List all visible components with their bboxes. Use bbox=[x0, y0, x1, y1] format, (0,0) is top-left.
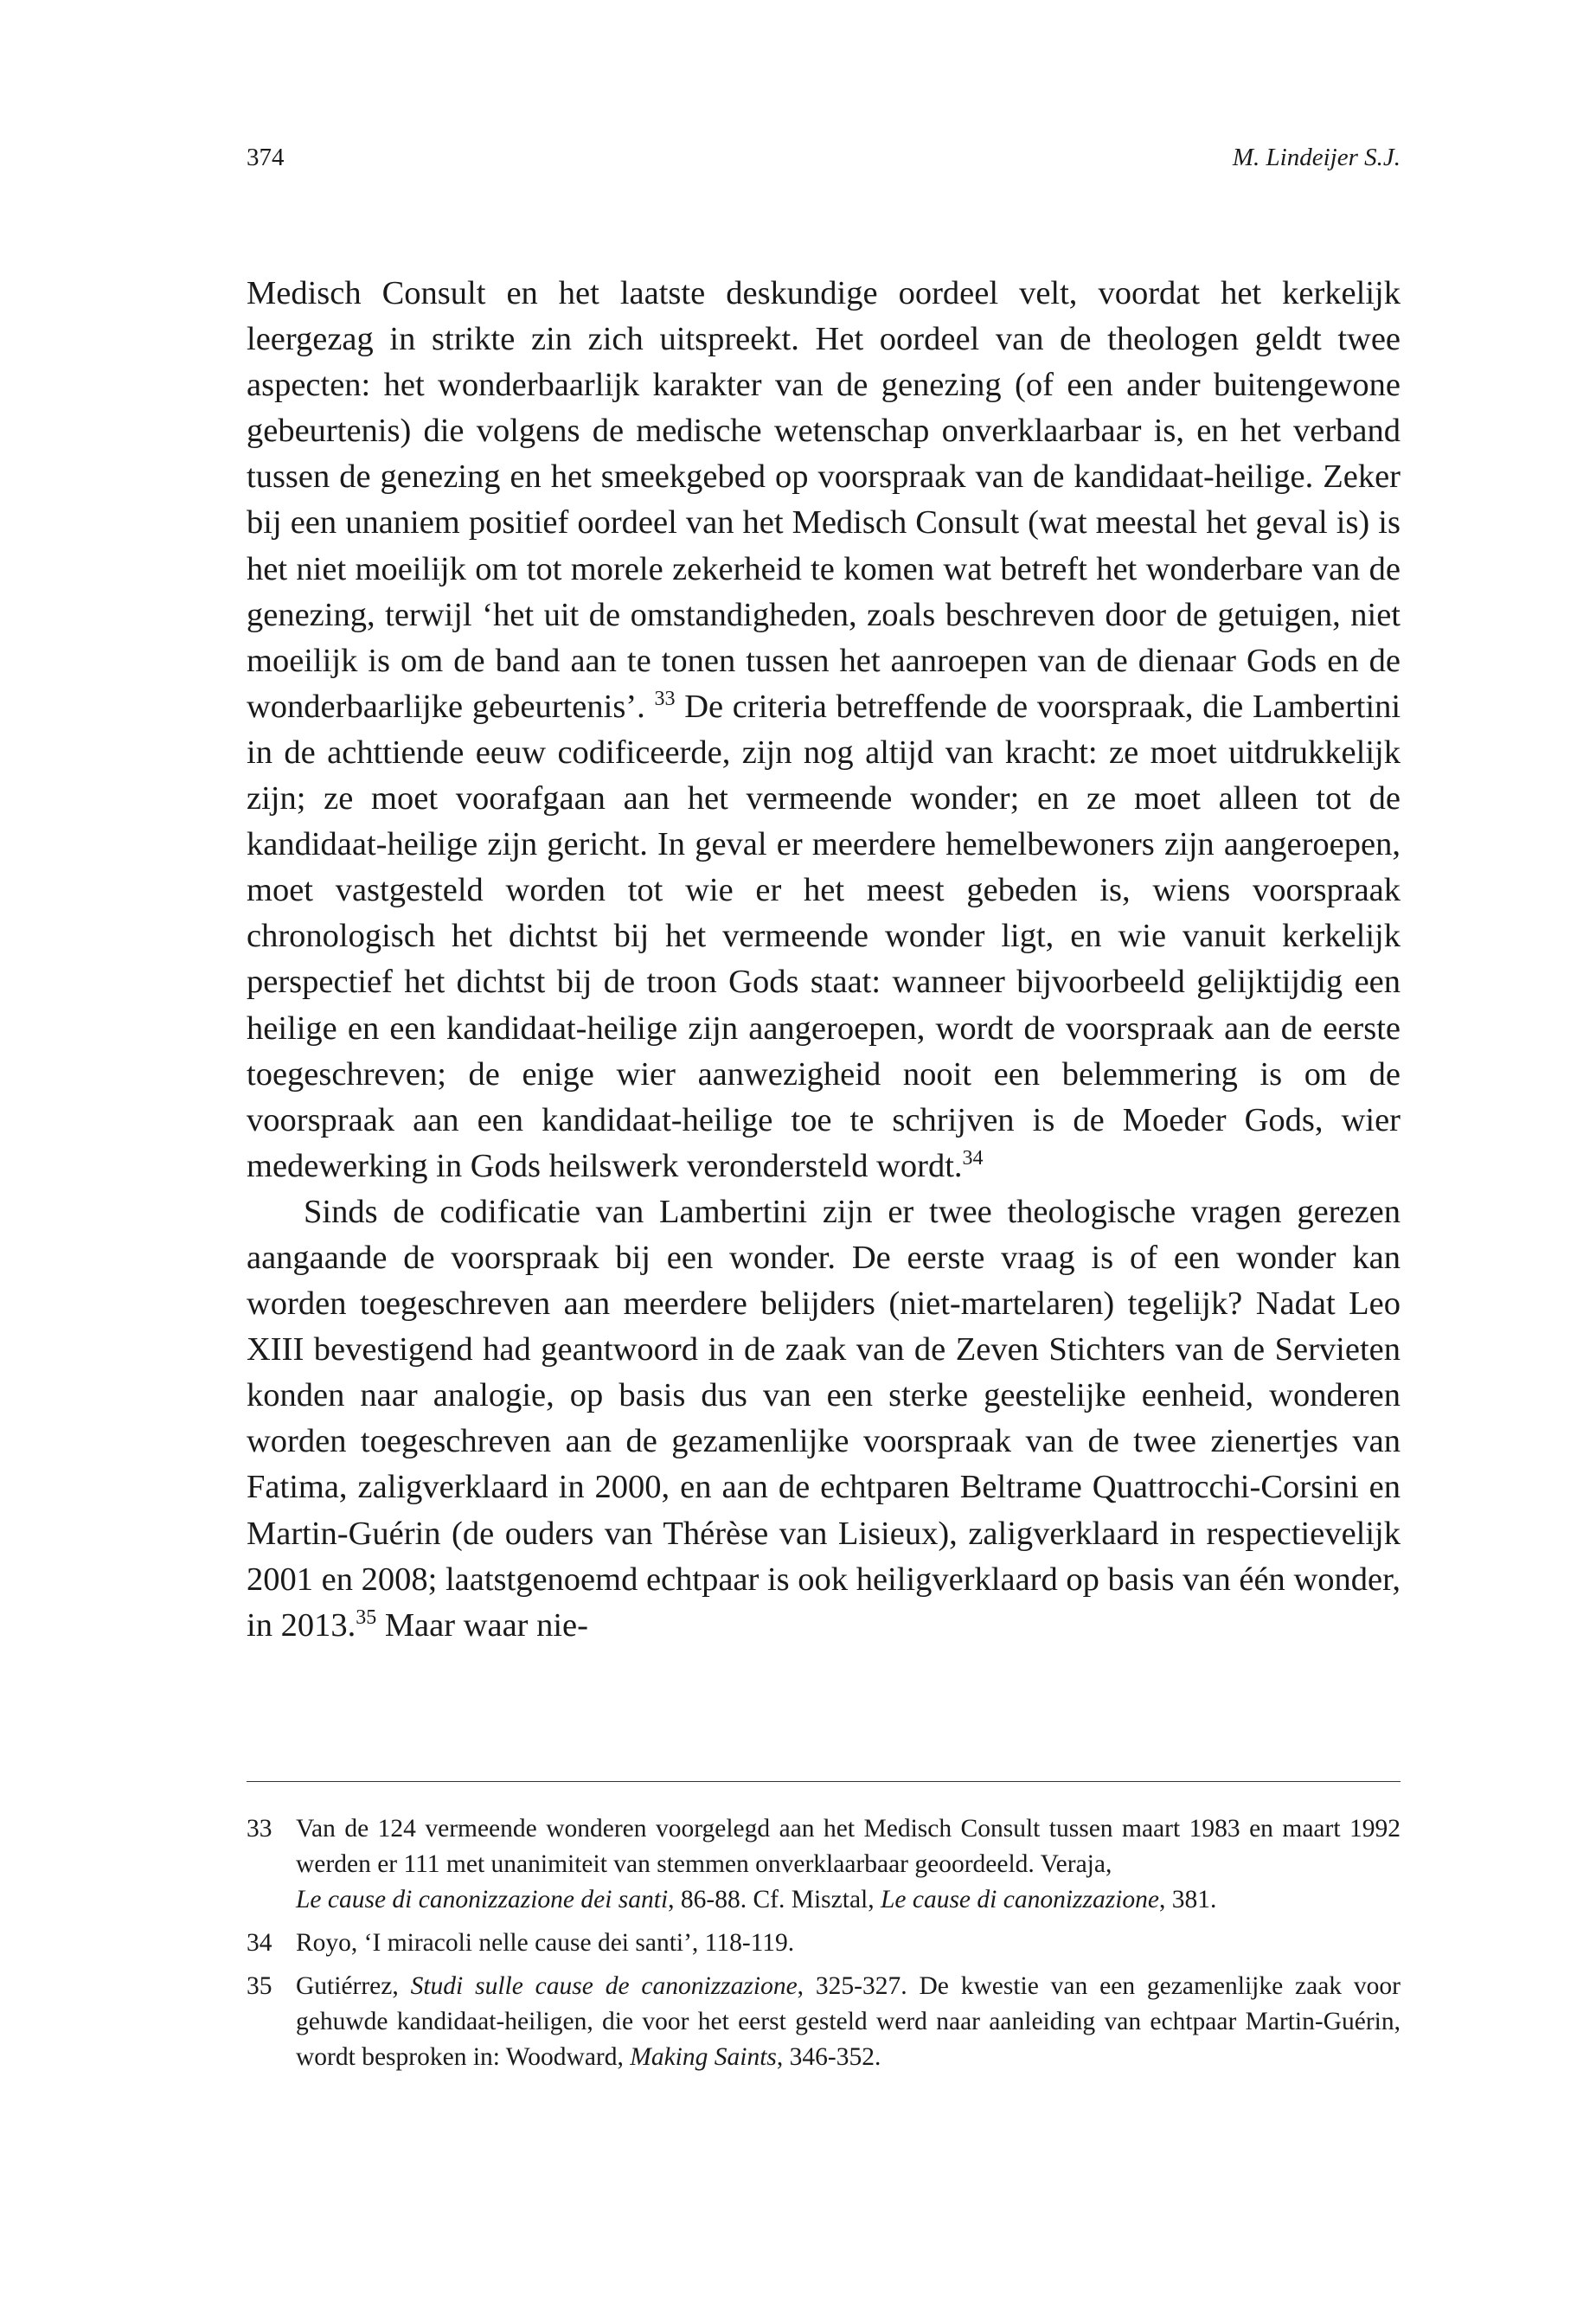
footnote-ref-35: 35 bbox=[356, 1606, 377, 1629]
footnote-title: Le cause di canonizzazione bbox=[880, 1886, 1159, 1913]
paragraph-1 bbox=[247, 271, 1401, 1189]
footnote-title: Making Saints bbox=[630, 2043, 777, 2071]
footnote-35 bbox=[247, 1969, 1401, 2075]
footnotes bbox=[247, 1811, 1401, 2083]
footnote-text: Van de 124 vermeende wonderen voorgelegd aan het Medisch Consult tussen maart 1983 en maart 1992 werden er 111 met unanimiteit van stemmen onverklaarbaar geoordeeld. Veraja, bbox=[296, 1815, 1401, 1878]
footnote-ref-33: 33 bbox=[654, 687, 676, 710]
body-text bbox=[247, 271, 1401, 1649]
footnote-title: Le cause di canonizzazione dei santi bbox=[296, 1886, 669, 1913]
footnote-text: , 325-327. De kwestie van een gezamenlijke zaak voor gehuwde kandidaat-heiligen, die voor het eerst gesteld werd naar aanleiding van echtpaar Martin-Guérin, wordt besproken in: Woodward, bbox=[296, 1972, 1401, 2071]
paragraph-2-text-a: Sinds de codificatie van Lambertini zijn er twee theologische vragen gerezen aangaande de voorspraak bij een wonder. De eerste vraag is of een wonder kan worden toegeschreven aan meerdere belijders (niet-martelaren) tegelijk? Nadat Leo XIII bevestigend had geantwoord in de zaak van de Zeven Stichters van de Servieten konden naar analogie, op basis dus van een sterke geestelijke eenheid, wonderen worden toegeschreven aan de gezamenlijke voorspraak van de twee zienertjes van Fatima, zaligverklaard in 2000, en aan de echtparen Beltrame Quattrocchi-Corsini en Martin-Guérin (de ouders van Thérèse van Lisieux), zaligverklaard in respectievelijk 2001 en 2008; laatstgenoemd echtpaar is ook heiligverklaard op basis van één wonder, in 2013. bbox=[247, 1193, 1401, 1644]
footnote-number: 33 bbox=[247, 1815, 272, 1843]
page-number: 374 bbox=[247, 144, 285, 171]
paragraph-2 bbox=[247, 1189, 1401, 1649]
running-head bbox=[247, 140, 1401, 175]
footnote-text: , 86-88. Cf. Misztal, bbox=[668, 1886, 875, 1913]
paragraph-2-text-b: Maar waar nie- bbox=[384, 1606, 588, 1644]
footnote-text: Royo, ‘I miracoli nelle cause dei santi’, 118-119. bbox=[296, 1929, 795, 1957]
paragraph-1-text-b: De criteria betreffende de voorspraak, die Lambertini in de achttiende eeuw codificeerde, zijn nog altijd van kracht: ze moet uitdrukkelijk zijn; ze moet voorafgaan aan het vermeende wonder; en ze moet alleen tot de kandidaat-heilige zijn gericht. In geval er meerdere hemelbewoners zijn aangeroepen, moet vastgesteld worden tot wie er het meest gebeden is, wiens voorspraak chronologisch het dichtst bij het vermeende wonder ligt, en wie vanuit kerkelijk perspectief het dichtst bij de troon Gods staat: wanneer bijvoorbeeld gelijktijdig een heilige en een kandidaat-heilige zijn aangeroepen, wordt de voorspraak aan de eerste toegeschreven; de enige wier aanwezigheid nooit een belemmering is om de voorspraak aan een kandidaat-heilige toe te schrijven is de Moeder Gods, wier medewerking in Gods heilswerk verondersteld wordt. bbox=[247, 688, 1401, 1184]
footnote-34 bbox=[247, 1926, 1401, 1961]
footnote-33 bbox=[247, 1811, 1401, 1918]
paragraph-1-text-a: Medisch Consult en het laatste deskundige oordeel velt, voordat het kerkelijk leergezag in strikte zin zich uitspreekt. Het oordeel van de theologen geldt twee aspecten: het wonderbaarlijk karakter van de genezing (of een ander buitengewone gebeurtenis) die volgens de medische wetenschap onverklaarbaar is, en het verband tussen de genezing en het smeekgebed op voorspraak van de kandidaat-heilige. Zeker bij een unaniem positief oordeel van het Medisch Consult (wat meestal het geval is) is het niet moeilijk om tot morele zekerheid te komen wat betreft het wonderbare van de genezing, terwijl ‘het uit de omstandigheden, zoals beschreven door de getuigen, niet moeilijk is om de band aan te tonen tussen het aanroepen van de dienaar Gods en de wonderbaarlijke gebeurtenis’. bbox=[247, 275, 1401, 725]
running-author: M. Lindeijer S.J. bbox=[1232, 144, 1401, 171]
footnote-ref-34: 34 bbox=[962, 1146, 984, 1170]
footnote-text: , 346-352. bbox=[776, 2043, 881, 2071]
footnote-text: Gutiérrez, bbox=[296, 1972, 399, 2000]
footnote-number: 34 bbox=[247, 1929, 272, 1957]
footnote-title: Studi sulle cause de canonizzazione bbox=[410, 1972, 798, 2000]
footnote-divider bbox=[247, 1781, 1401, 1782]
footnote-text: , 381. bbox=[1159, 1886, 1217, 1913]
footnote-number: 35 bbox=[247, 1972, 272, 2000]
